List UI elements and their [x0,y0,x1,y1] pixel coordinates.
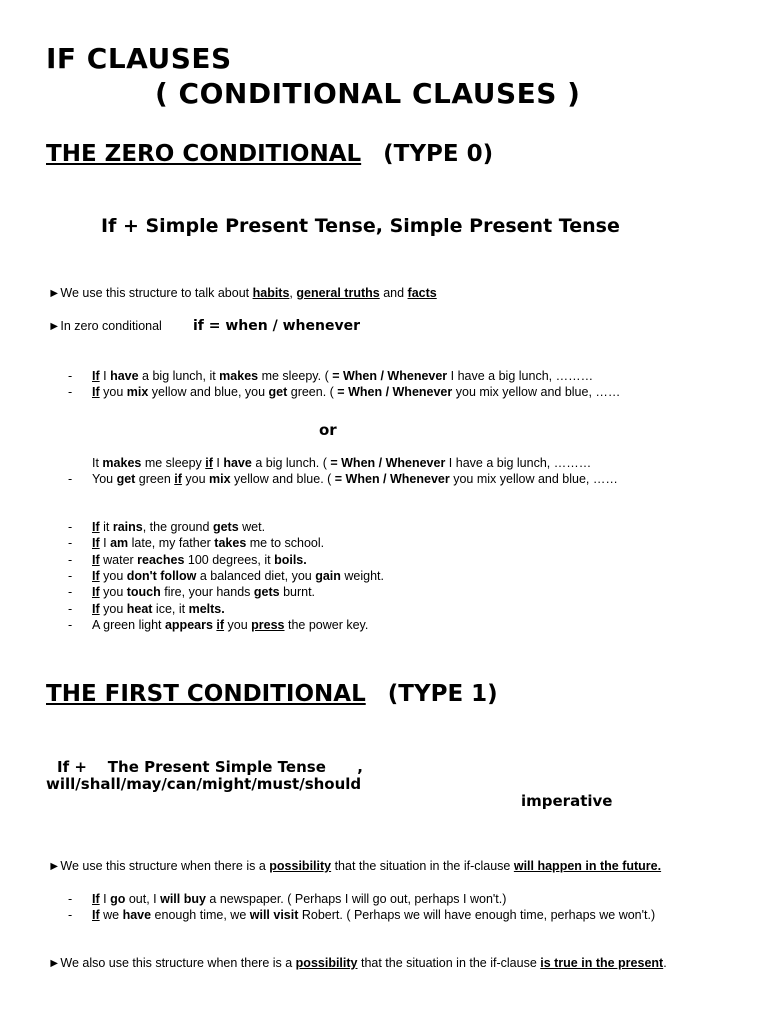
keyword-future: will happen in the future. [513,859,662,873]
text: I [99,369,111,383]
text: water [99,552,138,567]
verb: makes [102,456,142,470]
zero-example-4 [92,472,618,486]
keyword-facts: facts [407,286,437,300]
zero-example-1 [92,369,593,383]
text: I have a big lunch, ……… [447,369,594,383]
when-phrase: = When / Whenever [330,456,446,470]
if-word: If [92,908,100,922]
verb: go [110,892,126,906]
text: you [181,472,209,486]
text: late, my father [128,536,215,551]
text: yellow and blue, you [148,385,269,399]
keyword-present: is true in the present [540,956,664,970]
verb: will visit [249,908,299,922]
text: you [99,568,127,583]
bullet-dash: - [68,536,73,551]
bullet-dash: - [68,601,73,616]
if-word: if [174,472,182,486]
text: you [99,385,127,399]
verb: will buy [160,892,206,906]
when-phrase: = When / Whenever [334,472,450,486]
text: you mix yellow and blue, …… [449,472,618,486]
or-label: or [319,421,337,439]
zero-list-item [92,553,307,567]
text: that the situation in the if-clause [331,859,514,873]
zero-list-item [92,585,315,599]
text: It [92,456,103,470]
text: you [99,601,127,616]
verb: melts. [188,601,225,616]
bullet-dash: - [68,385,73,399]
title-line-1: IF CLAUSES [46,42,232,75]
text: you mix yellow and blue, …… [452,385,621,399]
arrow-icon: ► [48,286,61,300]
keyword-possibility: possibility [295,956,358,970]
text: me sleepy [141,456,206,470]
verb: have [110,369,139,383]
first-heading-text: THE FIRST CONDITIONAL [46,681,366,707]
zero-use-line [48,286,437,300]
text: out, I [125,892,161,906]
text: you [99,585,127,600]
text: a balanced diet, you [196,568,316,583]
verb: makes [219,369,259,383]
text: fire, your hands [160,585,254,600]
text: I [99,892,111,906]
bullet-dash: - [68,472,73,486]
verb: gets [212,520,239,534]
text: I [212,456,224,470]
if-word: if [205,456,213,470]
bullet-dash: - [68,552,73,567]
bullet-dash: - [68,618,73,632]
zero-heading [46,141,493,167]
title-line-2: ( CONDITIONAL CLAUSES ) [155,77,581,110]
when-phrase: = When / Whenever [332,369,448,383]
bullet-dash: - [68,568,73,583]
arrow-icon: ► [48,859,61,873]
zero-note-text: In zero conditional [60,319,162,333]
verb: touch [126,585,161,600]
text: a newspaper. ( Perhaps I will go out, perhaps I won't.) [205,892,507,906]
verb: gain [315,568,341,583]
text: We use this structure when there is a [60,859,270,873]
keyword-general-truths: general truths [296,286,380,300]
text: yellow and blue. ( [230,472,335,486]
text: . [663,956,667,970]
zero-example-3 [92,456,591,470]
text: a big lunch. ( [251,456,331,470]
text: 100 degrees, it [184,552,275,567]
bullet-dash: - [68,585,73,600]
zero-list-item [92,602,225,616]
verb: gets [253,585,280,600]
verb: mix [126,385,149,399]
if-word: If [92,536,100,551]
zero-heading-text: THE ZERO CONDITIONAL [46,141,362,167]
first-heading [46,681,498,707]
sep: and [379,286,408,300]
zero-list-item [92,536,324,550]
text: the power key. [284,618,369,632]
zero-type: (TYPE 0) [383,141,494,167]
zero-example-2 [92,385,620,399]
verb: appears [164,618,213,632]
verb: mix [209,472,231,486]
zero-formula: If + Simple Present Tense, Simple Present Tense [101,215,620,237]
first-formula-1: If + The Present Simple Tense , [57,758,363,776]
bullet-dash: - [68,369,73,383]
first-example-1 [92,892,506,906]
text: A green light [92,618,165,632]
verb: heat [126,601,153,616]
first-use-1 [48,859,661,873]
verb: takes [214,536,247,551]
text: weight. [340,568,385,583]
sep: , [289,286,297,300]
text: I [99,536,111,551]
verb: have [223,456,252,470]
text: green. ( [287,385,338,399]
text: wet. [238,520,266,534]
text: I have a big lunch, ……… [445,456,592,470]
text: me sleepy. ( [258,369,333,383]
arrow-icon: ► [48,956,61,970]
verb: get [116,472,136,486]
zero-list-item [92,520,265,534]
zero-note-line [48,319,162,333]
zero-note-equation: if = when / whenever [193,318,360,334]
text: We also use this structure when there is a [60,956,296,970]
verb: press [251,618,285,632]
text: ice, it [152,601,189,616]
text: it [99,520,113,534]
first-example-2 [92,908,655,922]
if-word: if [216,618,225,632]
zero-use-text: We use this structure to talk about [60,286,253,300]
text: burnt. [279,585,316,600]
text: me to school. [246,536,325,551]
when-phrase: = When / Whenever [337,385,453,399]
first-formula-2: will/shall/may/can/might/must/should [46,775,362,793]
keyword-possibility: possibility [269,859,332,873]
if-word: If [92,585,100,600]
keyword-habits: habits [252,286,290,300]
if-word: If [92,520,100,534]
verb: reaches [137,552,185,567]
text: we [99,908,123,922]
bullet-dash: - [68,892,73,906]
first-type: (TYPE 1) [387,681,498,707]
if-word: If [92,892,100,906]
zero-list-item [92,569,384,583]
verb: have [122,908,152,922]
bullet-dash: - [68,520,73,534]
text: enough time, we [151,908,250,922]
arrow-icon: ► [48,319,61,333]
if-word: If [92,568,100,583]
first-formula-3: imperative [521,792,613,810]
verb: get [268,385,288,399]
text: you [224,618,252,632]
text: , the ground [142,520,213,534]
text: You [92,472,117,486]
if-word: If [92,369,100,383]
text: a big lunch, it [138,369,220,383]
verb: don't follow [126,568,197,583]
text: Robert. ( Perhaps we will have enough time, perhaps we won't.) [298,908,656,922]
first-use-2 [48,956,667,970]
text: green [135,472,175,486]
zero-list-last [92,618,368,632]
bullet-dash: - [68,908,73,922]
text: that the situation in the if-clause [357,956,541,970]
verb: am [110,536,129,551]
if-word: If [92,552,100,567]
verb: boils. [274,552,307,567]
if-word: If [92,601,100,616]
verb: rains [112,520,143,534]
if-word: If [92,385,100,399]
